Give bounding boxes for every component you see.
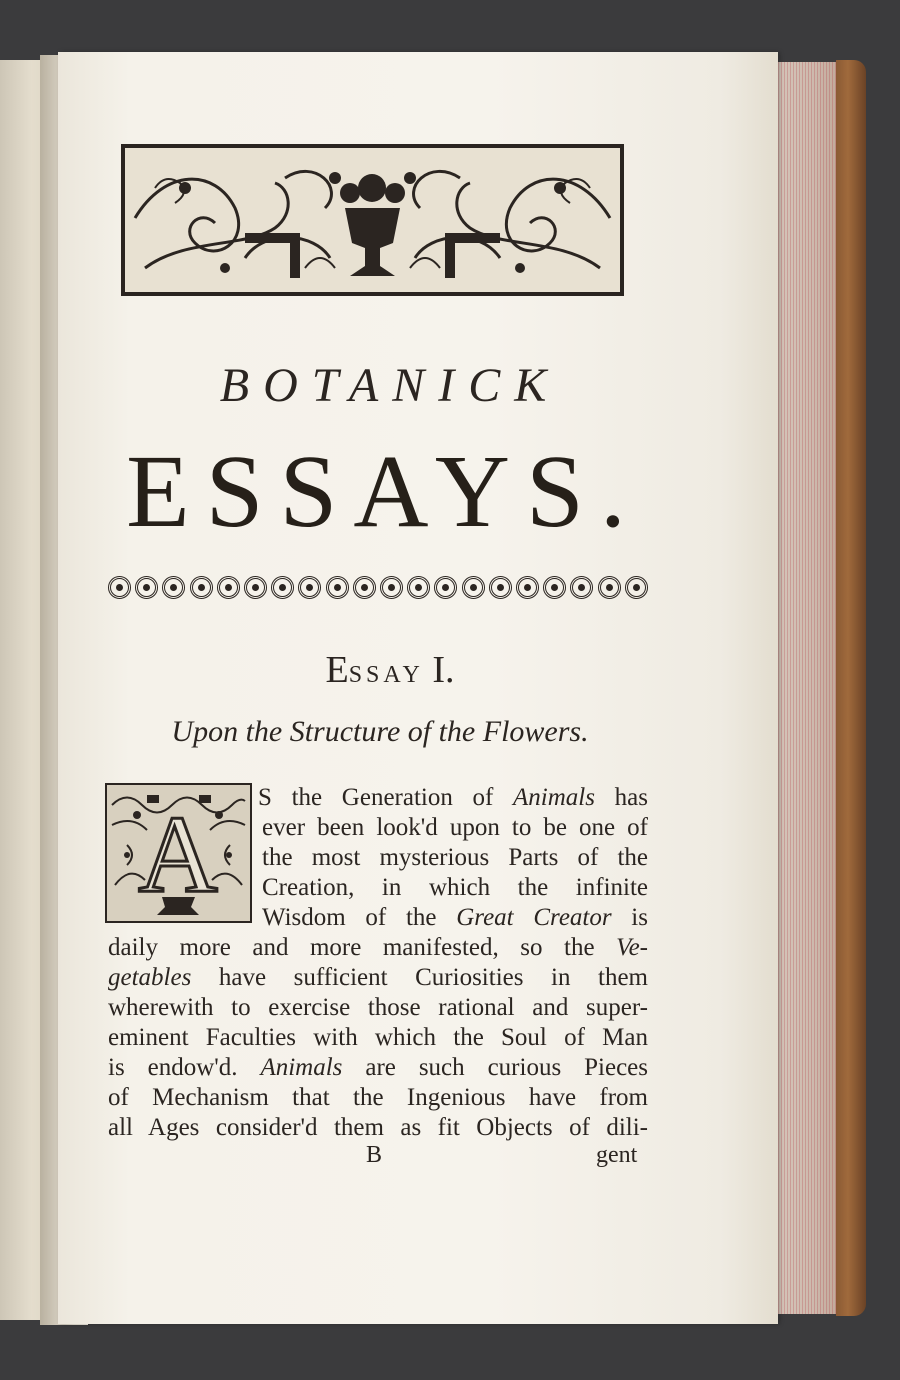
text-run: wherewith to exercise those rational and super-	[108, 994, 648, 1021]
italic-word: Animals	[260, 1054, 343, 1081]
catchword: gent	[596, 1142, 638, 1168]
text-run: ever been look'd upon to be one of	[262, 814, 648, 841]
ornament-rule	[108, 571, 648, 603]
essay-subtitle: Upon the Structure of the Flowers.	[171, 715, 589, 748]
ornament-rosette	[244, 576, 267, 599]
body-text-line	[108, 1113, 648, 1143]
ornament-rosette	[190, 576, 213, 599]
essay-heading	[250, 648, 530, 692]
text-run: have sufficient Curiosities in them	[191, 964, 648, 991]
text-run: all Ages consider'd them as fit Objects of dili-	[108, 1114, 648, 1141]
body-text-line	[262, 843, 648, 873]
text-run: has	[594, 784, 648, 811]
ornament-rosette	[135, 576, 158, 599]
italic-word: Great Creator	[456, 904, 612, 931]
signature-mark: B	[366, 1142, 383, 1168]
text-run: S the Generation of	[258, 784, 514, 811]
ornament-rosette	[162, 576, 185, 599]
decorated-dropcap	[105, 783, 252, 923]
body-text-line	[108, 1083, 648, 1113]
title-line-botanick: BOTANICK	[219, 359, 561, 412]
body-text-line	[262, 813, 648, 843]
ornament-rosette	[326, 576, 349, 599]
dropcap-letter: A	[138, 793, 218, 915]
text-run: Wisdom of the	[262, 904, 457, 931]
ornament-rosette	[217, 576, 240, 599]
body-text-line	[108, 1023, 648, 1053]
ornament-rosette	[380, 576, 403, 599]
body-text-line	[108, 963, 648, 993]
ornament-rosette	[462, 576, 485, 599]
ornament-rosette	[489, 576, 512, 599]
ornament-rosette	[353, 576, 376, 599]
text-run: Creation, in which the infinite	[262, 874, 648, 901]
body-text-line	[108, 933, 648, 963]
dropcap-illustration	[107, 785, 250, 921]
ornament-rosette	[108, 576, 131, 599]
italic-word: getables	[108, 964, 192, 991]
body-text-line	[108, 1053, 648, 1083]
body-text-line	[258, 783, 648, 813]
italic-word: Ve-	[616, 934, 648, 961]
ornament-rosette	[434, 576, 457, 599]
ornament-rosette	[598, 576, 621, 599]
body-text-line	[262, 903, 648, 933]
text-run: daily more and more manifested, so the	[108, 934, 617, 961]
text-run: of Mechanism that the Ingenious have from	[108, 1084, 648, 1111]
title-line-essays: ESSAYS.	[126, 434, 642, 549]
text-run: the most mysterious Parts of the	[262, 844, 648, 871]
essay-heading-number: I.	[432, 649, 455, 691]
text-run: are such curious Pieces	[342, 1054, 648, 1081]
italic-word: Animals	[513, 784, 595, 811]
ornament-rosette	[570, 576, 593, 599]
ornament-rosette	[407, 576, 430, 599]
ornament-rosette	[516, 576, 539, 599]
text-run: is endow'd.	[108, 1054, 261, 1081]
body-text-line	[108, 993, 648, 1023]
text-run: eminent Faculties with which the Soul of Man	[108, 1024, 648, 1051]
text-run: is	[611, 904, 648, 931]
essay-heading-word: SSAY	[348, 662, 424, 688]
ornament-rosette	[625, 576, 648, 599]
headpiece-ornament	[121, 144, 624, 296]
body-text-line	[262, 873, 648, 903]
essay-heading-initial: E	[325, 649, 349, 691]
ornament-rosette	[298, 576, 321, 599]
ornament-rosette	[271, 576, 294, 599]
ornament-rosette	[543, 576, 566, 599]
headpiece-illustration	[125, 148, 620, 292]
book-cover-edge	[836, 60, 866, 1316]
